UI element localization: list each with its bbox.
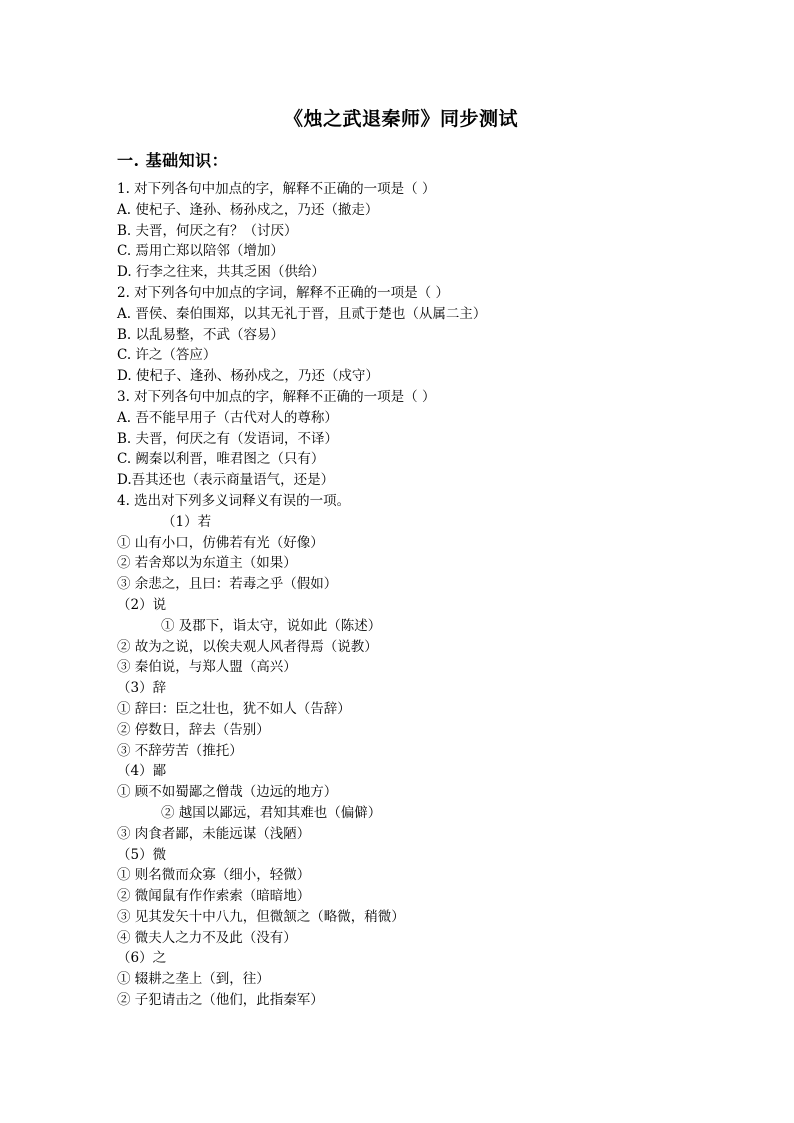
text-line: ③ 肉食者鄙，未能远谋（浅陋） [117,825,311,842]
text-line: A. 吾不能早用子（古代对人的尊称） [117,409,338,426]
text-line: （1）若 [162,513,212,530]
text-line: D.吾其还也（表示商量语气，还是） [117,472,335,489]
text-line: ③ 秦伯说，与郑人盟（高兴） [117,659,297,676]
question-list [117,179,717,1011]
text-line: B. 夫晋，何厌之有？（讨厌） [117,222,298,239]
text-line: C. 焉用亡郑以陪邻（增加） [117,243,284,260]
text-line: ① 辞曰：臣之壮也，犹不如人（告辞） [117,700,351,717]
text-line: B. 夫晋，何厌之有（发语词，不译） [117,430,339,447]
text-line: D. 使杞子、逢孙、杨孙戍之，乃还（戍守） [117,368,379,385]
text-line: ② 子犯请击之（他们，此指秦军） [117,992,324,1009]
text-line: ② 若舍郑以为东道主（如果） [117,555,297,572]
text-line: B. 以乱易整，不武（容易） [117,326,285,343]
text-line: ① 辍耕之垄上（到，往） [117,971,270,988]
text-line: （2）说 [117,596,167,613]
text-line: 1. 对下列各句中加点的字，解释不正确的一项是（ ） [117,181,436,197]
text-line: C. 阙秦以利晋，唯君图之（只有） [117,451,325,468]
text-line: 2. 对下列各句中加点的字词，解释不正确的一项是（ ） [117,284,449,301]
text-line: ③ 不辞劳苦（推托） [117,742,243,759]
text-line: A. 使杞子、逢孙、杨孙戍之，乃还（撤走） [117,201,379,218]
text-line: ③ 见其发矢十中八九，但微颔之（略微，稍微） [117,908,405,925]
text-line: （5）微 [117,846,167,863]
text-line: ④ 微夫人之力不及此（没有） [117,929,297,946]
text-line: ③ 余悲之，且曰：若毒之乎（假如） [117,576,338,593]
text-line: ① 山有小口，仿佛若有光（好像） [117,534,324,551]
text-line: ① 顾不如蜀鄙之僧哉（边远的地方） [117,784,338,801]
text-line: ② 微闻鼠有作作索索（暗暗地） [117,888,311,905]
text-line: ② 越国以鄙远，君知其难也（偏僻） [161,804,382,821]
text-line: ① 及郡下，诣太守，说如此（陈述） [161,617,382,634]
text-line: （6）之 [117,950,167,967]
text-line: 4. 选出对下列多义词释义有误的一项。 [117,492,351,509]
text-line: ② 故为之说，以俟夫观人风者得焉（说教） [117,638,378,655]
section-heading: 一. 基础知识： [117,151,229,170]
text-line: 3. 对下列各句中加点的字，解释不正确的一项是（ ） [117,388,436,405]
page-title: 《烛之武退秦师》同步测试 [283,108,518,130]
text-line: ② 停数日，辞去（告别） [117,721,270,738]
text-line: C. 许之（答应） [117,347,217,364]
text-line: （3）辞 [117,680,167,697]
text-line: D. 行李之往来，共其乏困（供给） [117,264,325,281]
text-line: （4）鄙 [117,763,167,780]
text-line: A. 晋侯、秦伯围郑，以其无礼于晋，且贰于楚也（从属二主） [117,305,487,322]
text-line: ① 则名微而众寡（细小，轻微） [117,867,311,884]
